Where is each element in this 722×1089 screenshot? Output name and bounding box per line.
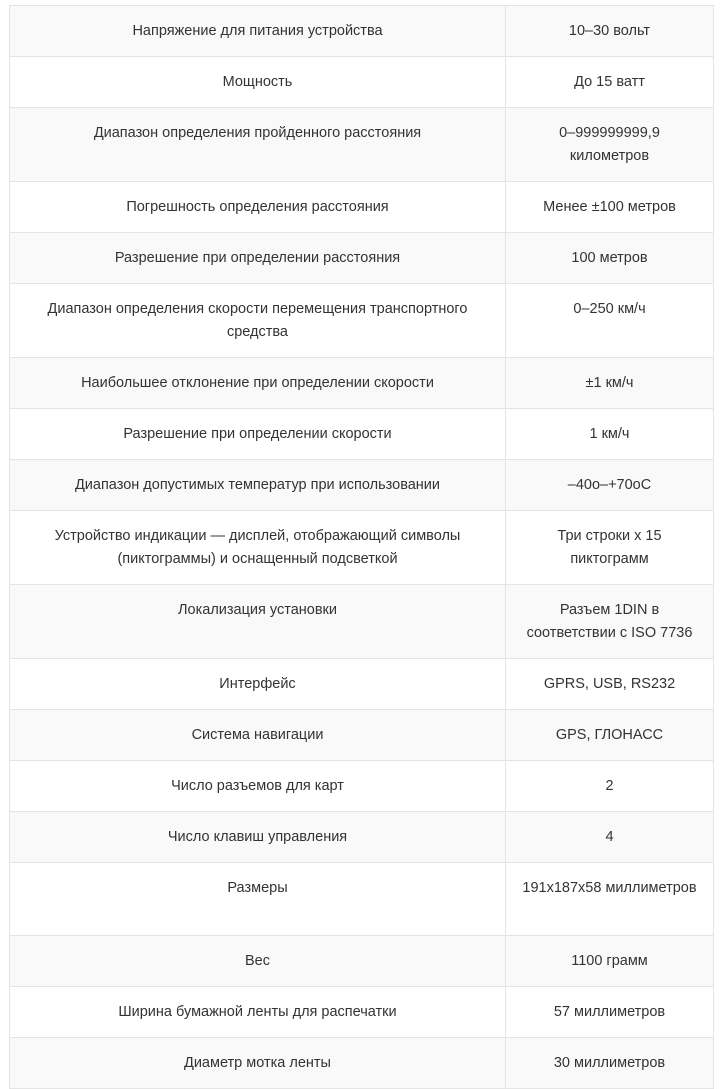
spec-parameter-cell: Диапазон допустимых температур при использовании — [10, 460, 506, 511]
spec-value-cell: 57 миллиметров — [506, 987, 714, 1038]
spec-value-cell: 2 — [506, 761, 714, 812]
spec-value-cell: –40o–+70oC — [506, 460, 714, 511]
spec-value-cell: GPRS, USB, RS232 — [506, 659, 714, 710]
spec-parameter-cell: Размеры — [10, 863, 506, 936]
spec-parameter-cell: Мощность — [10, 57, 506, 108]
spec-parameter-cell: Диапазон определения скорости перемещения транспортного средства — [10, 284, 506, 358]
spec-parameter-cell: Ширина бумажной ленты для распечатки — [10, 987, 506, 1038]
table-row — [10, 409, 714, 460]
spec-parameter-cell: Система навигации — [10, 710, 506, 761]
spec-value-cell: 1 км/ч — [506, 409, 714, 460]
table-row — [10, 863, 714, 936]
table-row — [10, 284, 714, 358]
spec-value-cell: Менее ±100 метров — [506, 182, 714, 233]
table-row — [10, 710, 714, 761]
specifications-table — [9, 5, 714, 1089]
table-row — [10, 511, 714, 585]
spec-parameter-cell: Диапазон определения пройденного расстояния — [10, 108, 506, 182]
spec-value-cell: ±1 км/ч — [506, 358, 714, 409]
spec-value-cell: 191x187x58 миллиметров — [506, 863, 714, 936]
table-row — [10, 233, 714, 284]
table-row — [10, 812, 714, 863]
spec-parameter-cell: Устройство индикации — дисплей, отображающий символы (пиктограммы) и оснащенный подсветкой — [10, 511, 506, 585]
spec-parameter-cell: Разрешение при определении скорости — [10, 409, 506, 460]
spec-value-cell: 4 — [506, 812, 714, 863]
table-row — [10, 761, 714, 812]
table-row — [10, 659, 714, 710]
table-row — [10, 6, 714, 57]
spec-parameter-cell: Погрешность определения расстояния — [10, 182, 506, 233]
spec-parameter-cell: Локализация установки — [10, 585, 506, 659]
spec-parameter-cell: Наибольшее отклонение при определении скорости — [10, 358, 506, 409]
spec-value-cell: 0–250 км/ч — [506, 284, 714, 358]
table-row — [10, 358, 714, 409]
spec-parameter-cell: Диаметр мотка ленты — [10, 1038, 506, 1089]
table-row — [10, 1038, 714, 1089]
spec-value-cell: 1100 грамм — [506, 936, 714, 987]
table-row — [10, 182, 714, 233]
spec-value-cell: 30 миллиметров — [506, 1038, 714, 1089]
table-row — [10, 108, 714, 182]
table-row — [10, 585, 714, 659]
table-row — [10, 987, 714, 1038]
spec-value-cell: Разъем 1DIN в соответствии с ISO 7736 — [506, 585, 714, 659]
spec-parameter-cell: Число клавиш управления — [10, 812, 506, 863]
spec-parameter-cell: Разрешение при определении расстояния — [10, 233, 506, 284]
spec-parameter-cell: Вес — [10, 936, 506, 987]
table-row — [10, 460, 714, 511]
spec-parameter-cell: Число разъемов для карт — [10, 761, 506, 812]
spec-parameter-cell: Напряжение для питания устройства — [10, 6, 506, 57]
spec-parameter-cell: Интерфейс — [10, 659, 506, 710]
table-row — [10, 57, 714, 108]
spec-value-cell: 0–999999999,9 километров — [506, 108, 714, 182]
spec-value-cell: Три строки x 15 пиктограмм — [506, 511, 714, 585]
table-row — [10, 936, 714, 987]
spec-value-cell: 10–30 вольт — [506, 6, 714, 57]
specifications-table-body — [10, 6, 714, 1089]
spec-value-cell: До 15 ватт — [506, 57, 714, 108]
spec-value-cell: 100 метров — [506, 233, 714, 284]
spec-value-cell: GPS, ГЛОНАСС — [506, 710, 714, 761]
